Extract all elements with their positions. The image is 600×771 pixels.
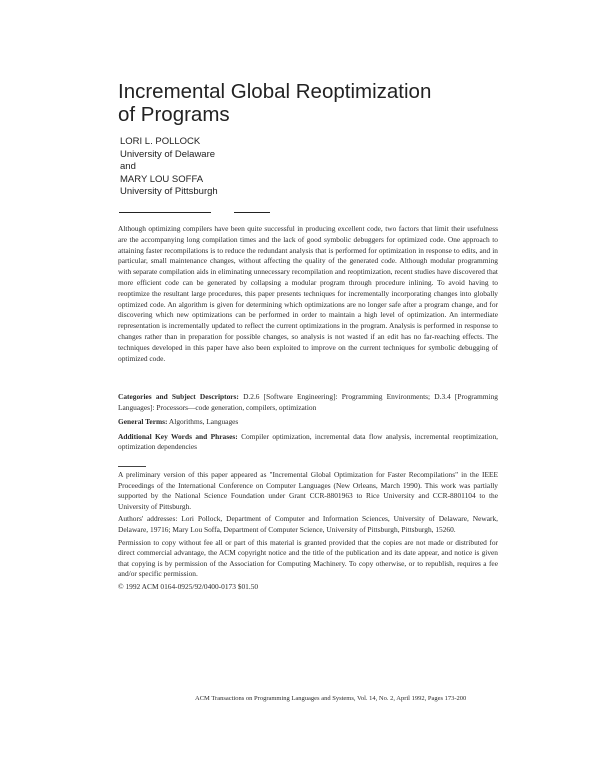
general-terms-entry — [118, 417, 498, 428]
title-line-1: Incremental Global Reoptimization — [118, 80, 432, 103]
running-footer: ACM Transactions on Programming Languages and Systems, Vol. 14, No. 2, April 1992, Pages 173-200 — [195, 695, 467, 702]
copyright-line: © 1992 ACM 0164-0925/92/0400-0173 $01.50 — [118, 581, 259, 591]
keywords-label: Additional Key Words and Phrases: — [118, 431, 238, 441]
footnote-preliminary: A preliminary version of this paper appeared as "Incremental Global Optimization for Faster Recompilations" in the IEEE Proceedings of the International Conference on Computer Languages (New Orleans, March 1990). This work was partially supported by the National Science Foundation under Grant CCR-8801963 to Rice University and CCR-8801104 to the University of Pittsburgh. — [118, 470, 498, 511]
footnote-addresses: Authors' addresses: Lori Pollock, Department of Computer and Information Sciences, University of Delaware, Newark, Delaware, 19716; Mary Lou Soffa, Department of Computer Science, University of Pittsburgh, Pittsburgh, 15260. — [118, 514, 498, 534]
categories-text: D.2.6 [Software Engineering]: Programming Environments; D.3.4 [Programming Languages]: Processors—code generation, compilers, optimization — [118, 392, 498, 412]
title-divider-left — [119, 212, 211, 213]
classification-block — [118, 392, 498, 455]
footnotes — [118, 470, 498, 595]
general-terms-text: Algorithms, Languages — [168, 417, 239, 427]
paper-title — [118, 80, 518, 126]
title-line-2: of Programs — [118, 103, 230, 126]
general-terms-label: General Terms: — [118, 417, 168, 427]
footnote-divider — [118, 466, 146, 467]
title-divider-right — [234, 212, 270, 213]
abstract: Although optimizing compilers have been quite successful in producing excellent code, two factors that limit their usefulness are the accompanying long compilation times and the lack of good symbolic debuggers for optimized code. One approach to attaining faster recompilations is to reduce the redundant analysis that is performed for optimization in response to edits, and in particular, small maintenance changes, without affecting the quality of the generated code. Although modular programming with separate compilation aids in eliminating unnecessary recompilation and reoptimization, recent studies have discovered that more efficient code can be generated by collapsing a modular program through procedure inlining. To avoid having to reoptimize the resultant large procedures, this paper presents techniques for incrementally incorporating changes into globally optimized code. An algorithm is given for determining which optimizations are no longer safe after a program change, and for discovering which new optimizations can be performed in order to maintain a high level of optimization. An intermediate representation is incrementally updated to reflect the current optimizations in the program. Analysis is performed in response to changes rather than in preparation for possible changes, so analysis is not wasted if an edit has no far-reaching effects. The techniques developed in this paper have also been exploited to improve on the current techniques for symbolic debugging of optimized code. — [118, 224, 498, 363]
keywords-text: Compiler optimization, incremental data flow analysis, incremental reoptimization, optimization dependencies — [118, 431, 498, 452]
categories-label: Categories and Subject Descriptors: — [118, 392, 239, 401]
keywords-entry — [118, 432, 498, 453]
author-affiliation: University of Delaware — [120, 148, 216, 160]
author-name: MARY LOU SOFFA — [120, 173, 204, 185]
author-conjunction: and — [120, 161, 136, 172]
categories-entry — [118, 392, 498, 413]
author-name: LORI L. POLLOCK — [120, 136, 201, 147]
footnote-permission: Permission to copy without fee all or part of this material is granted provided that the copies are not made or distributed for direct commercial advantage, the ACM copyright notice and the title of the publication and its date appear, and notice is given that copying is by permission of the Association for Computing Machinery. To copy otherwise, or to republish, requires a fee and/or specific permission. — [118, 537, 498, 579]
author-affiliation: University of Pittsburgh — [120, 186, 218, 197]
author-block — [120, 136, 218, 199]
